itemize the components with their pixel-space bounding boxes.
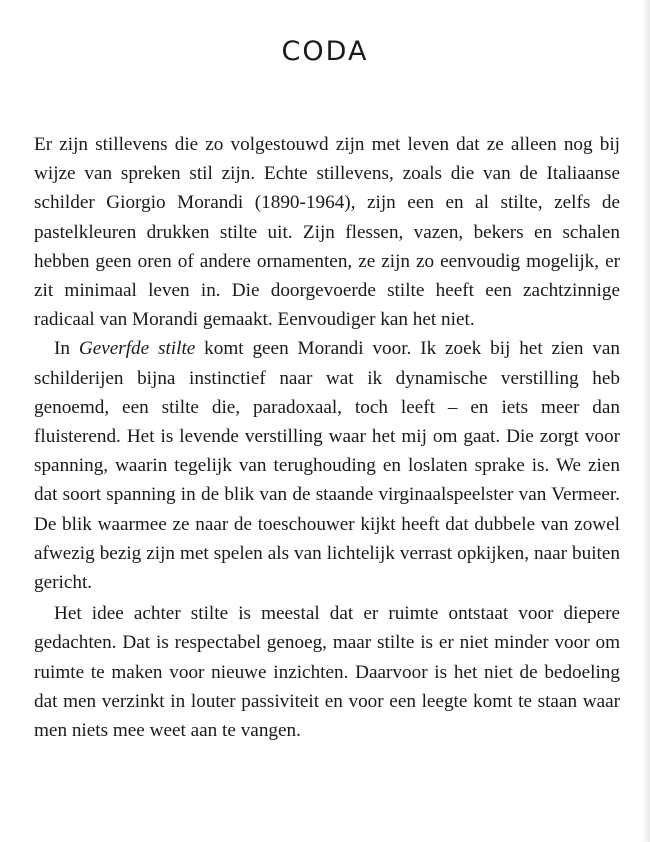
page-edge-shadow xyxy=(642,0,650,842)
paragraph-3: Het idee achter stilte is meestal dat er ruimte ontstaat voor diepere gedachten. Dat is respectabel genoeg, maar stilte is er niet minder voor om ruimte te maken voor nieuwe inzichten. Daarvoor is het niet de bedoeling dat men verzinkt in louter passiviteit en voor een leegte komt te staan waar men niets mee weet aan te vangen. xyxy=(34,603,620,742)
paragraph-2 xyxy=(34,334,620,597)
paragraph-2-lead: In xyxy=(54,338,79,360)
body-text xyxy=(34,130,620,745)
chapter-title: CODA xyxy=(281,36,369,67)
paragraph-2-rest: komt geen Morandi voor. Ik zoek bij het zien van schilderijen bijna instinctief naar wat ik dynamische verstilling heb genoemd, een stilte die, paradoxaal, toch leeft – en iets meer dan fluisterend. Het is levende verstilling waar het mij om gaat. Die zorgt voor spanning, waarin tegelijk van terughouding en loslaten sprake is. We zien dat soort spanning in de blik van de staande virginaalspeelster van Vermeer. De blik waarmee ze naar de toeschouwer kijkt heeft dat dubbele van zowel afwezig bezig zijn met spelen als van lichtelijk verrast opkijken, naar buiten gericht. xyxy=(34,338,621,594)
book-title-reference: Geverfde stilte xyxy=(78,338,196,360)
paragraph-1: Er zijn stillevens die zo volgestouwd zijn met leven dat ze alleen nog bij wijze van spreken stil zijn. Echte stillevens, zoals die van de Italiaanse schilder Giorgio Morandi (1890-1964), zijn een en al stilte, zelfs de pastelkleuren drukken stilte uit. Zijn flessen, vazen, bekers en schalen hebben geen oren of andere ornamenten, ze zijn zo eenvoudig mogelijk, er zit minimaal leven in. Die doorgevoerde stilte heeft een zachtzinnige radicaal van Morandi gemaakt. Eenvoudiger kan het niet. xyxy=(34,134,620,331)
